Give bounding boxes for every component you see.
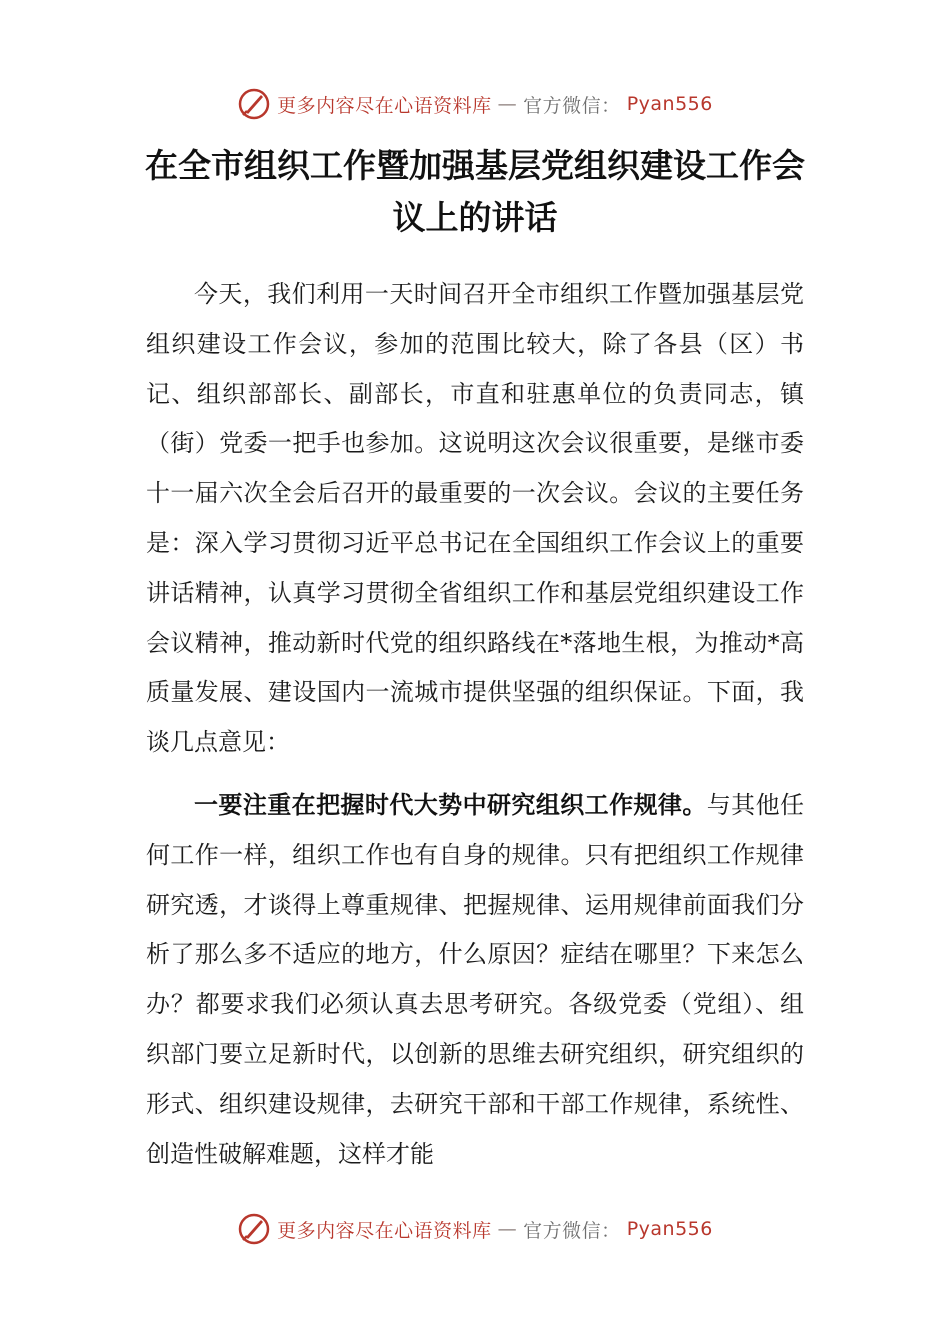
watermark-header (0, 84, 950, 124)
paragraph-text: 与其他任何工作一样，组织工作也有自身的规律。只有把组织工作规律研究透，才谈得上尊重规律、把握规律、运用规律前面我们分析了那么多不适应的地方，什么原因？症结在哪里？下来怎么办？都要求我们必须认真去思考研究。各级党委（党组）、组织部门要立足新时代，以创新的思维去研究组织，研究组织的形式、组织建设规律，去研究干部和干部工作规律，系统性、创造性破解难题，这样才能 (146, 791, 804, 1168)
document-title: 在全市组织工作暨加强基层党组织建设工作会议上的讲话 (145, 146, 805, 237)
quill-logo-icon (237, 87, 271, 121)
watermark-handle: Pyan556 (626, 1218, 713, 1240)
watermark-text: 更多内容尽在心语资料库 (277, 94, 492, 117)
watermark-dash: — (497, 93, 518, 115)
watermark-dash: — (497, 1218, 518, 1240)
watermark-wechat-label: 官方微信： (523, 1219, 621, 1242)
body-paragraph (146, 270, 804, 768)
quill-logo-icon (237, 1212, 271, 1246)
watermark-wechat-label: 官方微信： (523, 94, 621, 117)
body-paragraph (146, 780, 804, 1179)
paragraph-lead-heading: 一要注重在把握时代大势中研究组织工作规律。 (194, 790, 707, 819)
paragraph-text: 今天，我们利用一天时间召开全市组织工作暨加强基层党组织建设工作会议，参加的范围比较大，除了各县（区）书记、组织部部长、副部长，市直和驻惠单位的负责同志，镇（街）党委一把手也参加。这说明这次会议很重要，是继市委十一届六次全会后召开的最重要的一次会议。会议的主要任务是：深入学习贯彻习近平总书记在全国组织工作会议上的重要讲话精神，认真学习贯彻全省组织工作和基层党组织建设工作会议精神，推动新时代党的组织路线在*落地生根，为推动*高质量发展、建设国内一流城市提供坚强的组织保证。下面，我谈几点意见： (146, 280, 804, 757)
watermark-text: 更多内容尽在心语资料库 (277, 1219, 492, 1242)
watermark-footer (0, 1209, 950, 1249)
watermark-handle: Pyan556 (626, 93, 713, 115)
